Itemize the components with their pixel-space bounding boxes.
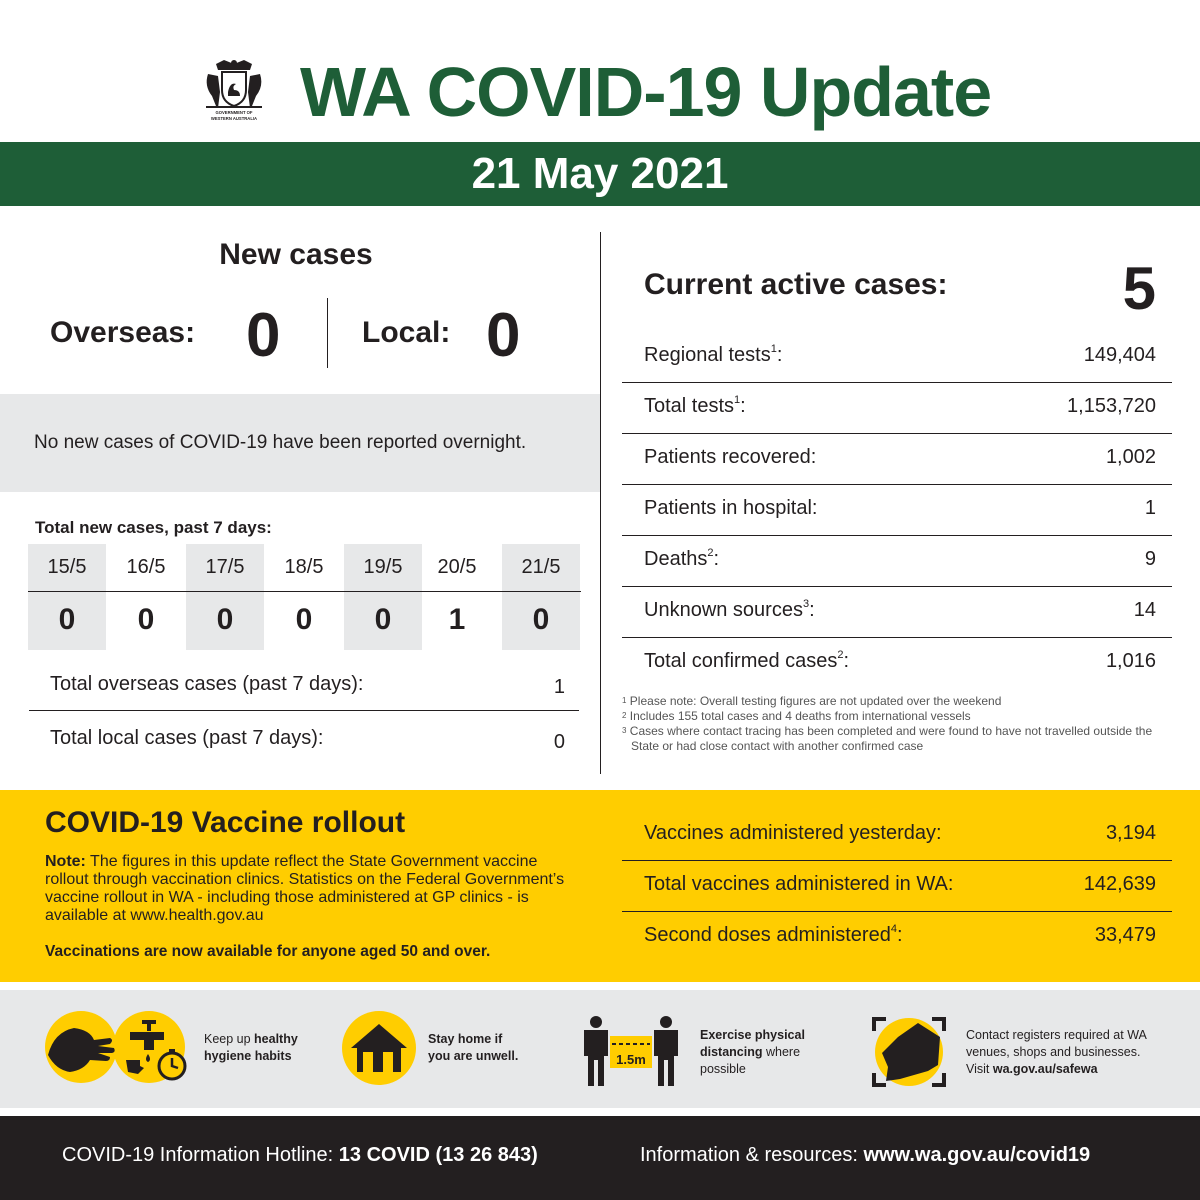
footer — [0, 1116, 1200, 1200]
new-cases-divider — [327, 298, 328, 368]
day-value: 0 — [58, 603, 76, 636]
stat-footnote-ref: 2 — [707, 547, 714, 559]
past7-local-label: Total local cases (past 7 days): — [50, 727, 324, 749]
day-date: 15/5 — [47, 556, 87, 578]
stat-row-recovered: Patients recovered: 1,002 — [622, 434, 1172, 485]
stat-value: 1,153,720 — [1067, 395, 1156, 417]
past7-divider — [28, 591, 581, 592]
stat-label: Unknown sources — [644, 599, 803, 621]
hygiene-icon — [44, 1010, 194, 1085]
crest-text-line1: GOVERNMENT OF — [215, 110, 253, 115]
stat-row-deaths: Deaths$^2$: 9 — [622, 536, 1172, 587]
footnotes — [622, 694, 1182, 754]
past7-heading: Total new cases, past 7 days: — [35, 518, 272, 537]
contact-register-icon — [870, 1013, 948, 1091]
stat-footnote-ref: 2 — [837, 649, 844, 661]
vaccine-note: Note: The figures in this update reflect the State Government vaccine rollout through vaccination clinics. Statistics on the Federal Government’s vaccine rollout in WA - including those administered at GP clinics - is available at www.health.gov.au — [45, 853, 565, 924]
stat-label: Regional tests — [644, 344, 771, 366]
stat-row-unknown-sources: Unknown sources$^3$: 14 — [622, 587, 1172, 638]
overseas-new-label: Overseas: — [50, 316, 196, 349]
stat-row-hospital: Patients in hospital: 1 — [622, 485, 1172, 536]
stat-label: Patients recovered — [644, 446, 811, 468]
day-column — [28, 544, 106, 650]
active-cases-label: Current active cases: — [644, 268, 948, 301]
vaccine-row-total: Total vaccines administered in WA: 142,639 — [622, 861, 1172, 912]
overseas-new-value: 0 — [246, 301, 281, 370]
day-column — [107, 544, 185, 650]
vaccine-value: 3,194 — [1105, 822, 1156, 844]
resources-link[interactable]: www.wa.gov.au/covid19 — [863, 1144, 1091, 1166]
wa-government-crest — [198, 56, 270, 122]
stat-value: 1 — [1144, 497, 1156, 519]
day-column — [186, 544, 264, 650]
stay-home-icon — [341, 1010, 417, 1086]
stat-value: 14 — [1133, 599, 1156, 621]
stat-footnote-ref: 1 — [734, 394, 741, 406]
stat-value: 1,002 — [1105, 446, 1156, 468]
footnote: $^1$ Please note: Overall testing figures are not updated over the weekend — [622, 694, 1002, 708]
local-new-value: 0 — [486, 301, 521, 370]
day-date: 19/5 — [363, 556, 403, 578]
stat-row-regional-tests: Regional tests$^1$: 149,404 — [622, 332, 1172, 383]
day-value: 0 — [137, 603, 155, 636]
day-date: 20/5 — [437, 556, 477, 578]
day-date: 18/5 — [284, 556, 324, 578]
resources-info: Information & resources: www.wa.gov.au/covid19 — [640, 1144, 1091, 1166]
stat-footnote-ref: 1 — [770, 343, 777, 355]
day-value: 0 — [532, 603, 550, 636]
vaccine-value: 142,639 — [1083, 873, 1156, 895]
stat-label: Total tests — [644, 395, 735, 417]
hotline-number[interactable]: 13 COVID (13 26 843) — [338, 1144, 538, 1166]
page-title: WA COVID-19 Update — [300, 53, 992, 131]
stat-footnote-ref: 3 — [802, 598, 810, 610]
vaccine-label: Total vaccines administered in WA — [644, 873, 948, 895]
crest-text-line2: WESTERN AUSTRALIA — [210, 116, 258, 121]
day-value: 0 — [216, 603, 234, 636]
vaccine-label: Vaccines administered yesterday — [644, 822, 936, 844]
stat-value: 149,404 — [1083, 344, 1156, 366]
new-cases-note: No new cases of COVID-19 have been reported overnight. — [34, 432, 527, 453]
vaccine-footnote-ref: 4 — [890, 923, 897, 935]
physical-distancing-icon — [582, 1016, 682, 1088]
vaccine-availability: Vaccinations are now available for anyone aged 50 and over. — [45, 943, 491, 960]
stat-label: Patients in hospital — [644, 497, 812, 519]
stat-label: Deaths — [644, 548, 708, 570]
day-column — [344, 544, 422, 650]
distance-badge: 1.5m — [616, 1052, 646, 1067]
day-column — [502, 544, 580, 650]
distancing-tip-text: Exercise physical distancing where possible — [700, 1028, 805, 1076]
footnote: $^2$ Includes 155 total cases and 4 deaths from international vessels — [622, 709, 971, 723]
day-date: 16/5 — [126, 556, 166, 578]
new-cases-heading: New cases — [219, 238, 373, 271]
day-value: 1 — [448, 603, 466, 636]
stay-home-tip-text: Stay home if you are unwell. — [428, 1032, 519, 1063]
day-value: 0 — [374, 603, 392, 636]
date-banner: 21 May 2021 — [0, 142, 1200, 206]
stat-value: 9 — [1144, 548, 1156, 570]
past7-local-value: 0 — [553, 731, 565, 753]
vaccine-heading: COVID-19 Vaccine rollout — [45, 806, 406, 839]
vaccine-value: 33,479 — [1094, 924, 1156, 946]
day-column — [265, 544, 343, 650]
past7-overseas-label: Total overseas cases (past 7 days): — [50, 673, 364, 695]
past7-overseas-value: 1 — [553, 676, 565, 698]
stat-row-total-tests: Total tests$^1$: 1,153,720 — [622, 383, 1172, 434]
column-divider — [600, 232, 601, 774]
local-new-label: Local: — [362, 316, 451, 349]
vaccine-row-yesterday: Vaccines administered yesterday: 3,194 — [622, 810, 1172, 861]
footnote: $^3$ Cases where contact tracing has been completed and were found to have not travelled outside the State or had close contact with another confirmed case — [622, 724, 1153, 753]
day-date: 21/5 — [521, 556, 561, 578]
stat-row-total-confirmed: Total confirmed cases$^2$: 1,016 — [644, 649, 1156, 672]
contact-register-tip-text: Contact registers required at WA venues, shops and businesses. Visit wa.gov.au/safewa — [966, 1028, 1147, 1076]
day-column — [418, 544, 496, 650]
vaccine-row-second-doses: Second doses administered$^4$: 33,479 — [644, 923, 1156, 946]
day-date: 17/5 — [205, 556, 245, 578]
stat-value: 1,016 — [1105, 650, 1156, 672]
vaccine-label: Second doses administered — [644, 924, 891, 946]
stat-label: Total confirmed cases — [644, 650, 838, 672]
day-value: 0 — [295, 603, 313, 636]
past7-totals-divider — [29, 710, 579, 711]
active-cases-value: 5 — [1122, 255, 1156, 322]
hotline-info: COVID-19 Information Hotline: 13 COVID (13 26 843) — [62, 1144, 538, 1166]
hygiene-tip-text: Keep up healthy hygiene habits — [204, 1032, 298, 1063]
